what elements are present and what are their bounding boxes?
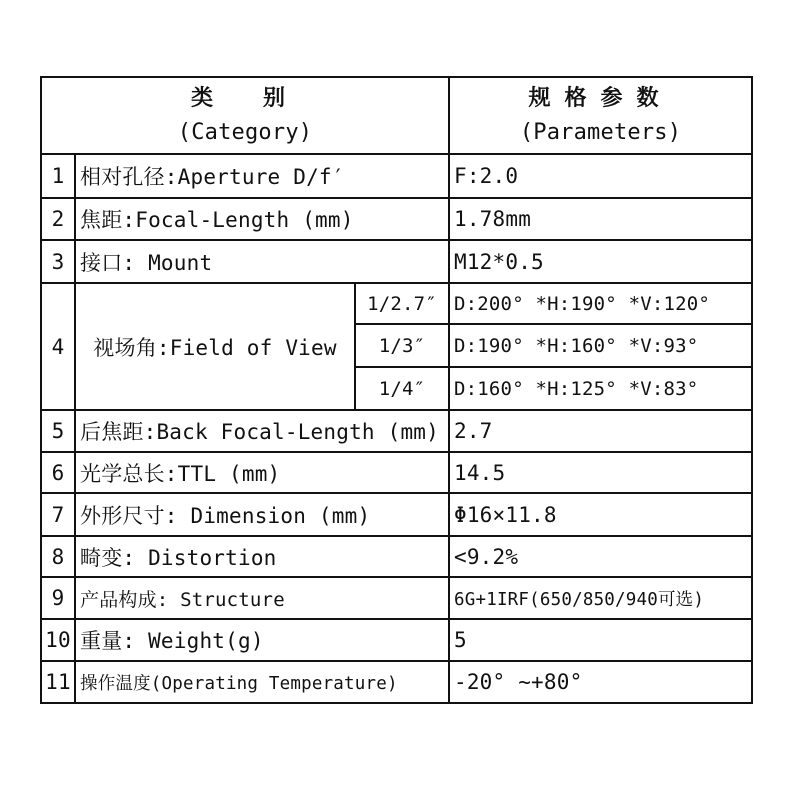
row-number: 4: [51, 334, 65, 359]
row-label-ttl: 光学总长:TTL (mm): [80, 461, 281, 486]
row-number: 8: [51, 544, 65, 569]
row-label-structure: 产品构成: Structure: [80, 588, 285, 611]
row-number: 6: [51, 460, 65, 485]
row-value-structure: 6G+1IRF(650/850/940可选): [454, 589, 705, 610]
row-value-aperture: F:2.0: [454, 164, 519, 188]
row-value-distortion: <9.2%: [454, 544, 519, 569]
row-value-operating-temperature: -20° ~+80°: [454, 670, 583, 694]
table-bottom-border: [40, 702, 753, 704]
row-value-mount: M12*0.5: [454, 249, 544, 274]
row-value-dimension: Φ16×11.8: [454, 502, 557, 527]
row-label-aperture: 相对孔径:Aperture D/f′: [80, 165, 345, 189]
header-parameters: [450, 78, 751, 153]
row-label-back-focal-length: 后焦距:Back Focal-Length (mm): [80, 420, 439, 444]
table-right-border: [751, 76, 753, 704]
row-label-operating-temperature: 操作温度(Operating Temperature): [80, 673, 398, 694]
row-label-field-of-view: 视场角:Field of View: [93, 335, 337, 360]
row-number: 2: [51, 207, 65, 231]
sensor-size-label: 1/4″: [378, 377, 426, 400]
row-value-focal-length: 1.78mm: [454, 207, 532, 231]
row-number: 10: [45, 628, 71, 652]
row-value-weight: 5: [454, 628, 467, 652]
row-number: 7: [51, 502, 65, 527]
row-value-ttl: 14.5: [454, 460, 506, 485]
row-label-distortion: 畸变: Distortion: [80, 545, 277, 570]
row-value-back-focal-length: 2.7: [454, 419, 493, 443]
row-number: 5: [51, 419, 65, 443]
sensor-size-label: 1/2.7″: [367, 292, 437, 315]
row-number: 11: [45, 670, 71, 694]
row-label-dimension: 外形尺寸: Dimension (mm): [80, 503, 371, 528]
header-category-en: (Category): [177, 119, 313, 145]
header-category-cn: 类 别: [190, 85, 299, 111]
row-number: 1: [51, 164, 65, 188]
header-parameters-cn: 规格参数: [528, 85, 673, 111]
row-label-weight: 重量: Weight(g): [80, 629, 264, 653]
fov-value: D:160° *H:125° *V:83°: [454, 377, 699, 400]
header-parameters-en: (Parameters): [519, 119, 682, 145]
fov-value: D:200° *H:190° *V:120°: [454, 292, 711, 315]
row-number: 9: [51, 586, 65, 610]
fov-value: D:190° *H:160° *V:93°: [454, 334, 699, 357]
row-number: 3: [51, 249, 65, 274]
header-category: [42, 78, 448, 153]
sensor-size-label: 1/3″: [378, 334, 426, 357]
row-label-mount: 接口: Mount: [80, 250, 213, 275]
row-label-focal-length: 焦距:Focal-Length (mm): [80, 208, 354, 232]
